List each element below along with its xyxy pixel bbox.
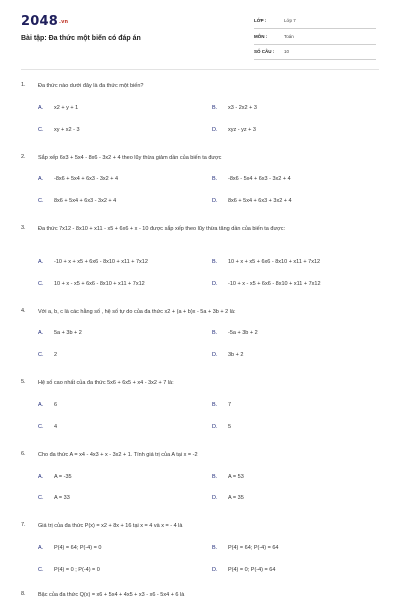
question-number: 1. xyxy=(21,82,26,88)
option-c[interactable] xyxy=(38,495,70,501)
option-text: 10 + x - x5 + 6x6 - 8x10 + x11 + 7x12 xyxy=(54,281,145,287)
option-letter: D. xyxy=(212,567,218,573)
option-letter: D. xyxy=(212,281,218,287)
option-letter: A. xyxy=(38,474,44,480)
option-b[interactable] xyxy=(212,474,244,480)
question-text: Giá trị của đa thức P(x) = x2 + 8x + 16 tại x = 4 và x = - 4 là xyxy=(38,523,183,529)
option-letter: D. xyxy=(212,424,218,430)
option-d[interactable] xyxy=(212,495,244,501)
option-d[interactable] xyxy=(212,567,275,573)
option-c[interactable] xyxy=(38,424,57,430)
question-number: 2. xyxy=(21,154,26,160)
option-text: 10 + x + x5 + 6x6 - 8x10 + x11 + 7x12 xyxy=(228,259,321,265)
question-number: 7. xyxy=(21,522,26,528)
option-letter: D. xyxy=(212,127,218,133)
option-letter: C. xyxy=(38,424,44,430)
worksheet-title: Bài tập: Đa thức một biến có đáp án xyxy=(21,35,141,42)
option-text: 5 xyxy=(228,424,232,430)
option-text: -5a + 3b + 2 xyxy=(228,330,258,336)
option-letter: C. xyxy=(38,567,44,573)
option-c[interactable] xyxy=(38,127,80,133)
header-divider xyxy=(21,69,379,70)
question-text: Đa thức 7x12 - 8x10 + x11 - x5 + 6x6 + x - 10 được sắp xếp theo lũy thừa tăng dần của biến ta được: xyxy=(38,226,286,232)
option-text: 8x6 + 5x4 + 6x3 + 3x2 + 4 xyxy=(228,198,292,204)
option-letter: C. xyxy=(38,198,44,204)
option-letter: C. xyxy=(38,495,44,501)
site-logo[interactable] xyxy=(21,14,68,29)
option-letter: A. xyxy=(38,402,44,408)
option-letter: B. xyxy=(212,474,218,480)
question-text: Đa thức nào dưới đây là đa thức một biến? xyxy=(38,83,144,89)
option-a[interactable] xyxy=(38,259,148,265)
option-text: -10 + x - x5 + 6x6 - 8x10 + x11 + 7x12 xyxy=(228,281,321,287)
option-c[interactable] xyxy=(38,567,100,573)
option-text: P(4) = 0 ; P(-4) = 0 xyxy=(54,567,100,573)
option-text: 4 xyxy=(54,424,58,430)
question-number: 6. xyxy=(21,451,26,457)
option-letter: B. xyxy=(212,259,218,265)
option-text: 5a + 3b + 2 xyxy=(54,330,82,336)
option-b[interactable] xyxy=(212,105,257,111)
option-a[interactable] xyxy=(38,545,101,551)
option-a[interactable] xyxy=(38,402,57,408)
meta-label: MÔN : xyxy=(254,34,268,39)
option-b[interactable] xyxy=(212,176,291,182)
option-letter: B. xyxy=(212,330,218,336)
option-a[interactable] xyxy=(38,330,82,336)
meta-value: 10 xyxy=(284,49,290,54)
question-text: Với a, b, c là các hằng số , hệ số tự do của đa thức x2 + (a + b)x - 5a + 3b + 2 là: xyxy=(38,309,236,315)
meta-label: LỚP : xyxy=(254,18,267,23)
question-number: 4. xyxy=(21,308,26,314)
logo-main: 2048 xyxy=(21,14,58,29)
option-text: P(4) = 64; P(-4) = 64 xyxy=(228,545,279,551)
meta-value: Lớp 7 xyxy=(284,18,296,23)
option-d[interactable] xyxy=(212,127,256,133)
option-text: A = -35 xyxy=(54,474,72,480)
question-text: Hệ số cao nhất của đa thức 5x6 + 6x5 + x4 - 3x2 + 7 là: xyxy=(38,380,174,386)
option-a[interactable] xyxy=(38,105,78,111)
option-letter: D. xyxy=(212,352,218,358)
question-number: 8. xyxy=(21,591,26,597)
option-d[interactable] xyxy=(212,281,321,287)
option-letter: D. xyxy=(212,495,218,501)
option-text: -10 + x + x5 + 6x6 - 8x10 + x11 + 7x12 xyxy=(54,259,148,265)
option-letter: C. xyxy=(38,352,44,358)
option-text: 2 xyxy=(54,352,58,358)
option-a[interactable] xyxy=(38,474,72,480)
meta-grade xyxy=(254,15,376,29)
option-text: A = 33 xyxy=(54,495,70,501)
question-text: Bậc của đa thức Q(x) = x6 + 5x4 + 4x5 + x3 - x6 - 5x4 + 6 là xyxy=(38,592,185,598)
option-text: 3b + 2 xyxy=(228,352,244,358)
option-text: A = 35 xyxy=(228,495,244,501)
option-text: xy + x2 - 3 xyxy=(54,127,80,133)
option-letter: B. xyxy=(212,545,218,551)
question-text: Sắp xếp 6x3 + 5x4 - 8x6 - 3x2 + 4 theo lũy thừa giảm dần của biến ta được xyxy=(38,155,222,161)
meta-label: SỐ CÂU : xyxy=(254,49,275,54)
option-text: 7 xyxy=(228,402,232,408)
option-a[interactable] xyxy=(38,176,118,182)
option-letter: A. xyxy=(38,330,44,336)
option-d[interactable] xyxy=(212,198,292,204)
option-letter: A. xyxy=(38,176,44,182)
option-b[interactable] xyxy=(212,330,258,336)
option-text: 6 xyxy=(54,402,58,408)
option-text: x3 - 2x2 + 3 xyxy=(228,105,257,111)
meta-subject xyxy=(254,31,376,45)
option-text: xyz - yz + 3 xyxy=(228,127,256,133)
option-d[interactable] xyxy=(212,352,243,358)
option-c[interactable] xyxy=(38,281,145,287)
option-letter: A. xyxy=(38,545,44,551)
option-c[interactable] xyxy=(38,352,57,358)
question-text: Cho đa thức A = x4 - 4x3 + x - 3x2 + 1. Tính giá trị của A tại x = -2 xyxy=(38,452,198,458)
option-b[interactable] xyxy=(212,259,320,265)
option-letter: B. xyxy=(212,402,218,408)
option-d[interactable] xyxy=(212,424,231,430)
option-letter: C. xyxy=(38,281,44,287)
option-text: P(4) = 0; P(-4) = 64 xyxy=(228,567,276,573)
option-text: P(4) = 64; P(-4) = 0 xyxy=(54,545,102,551)
option-letter: B. xyxy=(212,105,218,111)
option-text: x2 + y + 1 xyxy=(54,105,79,111)
option-letter: B. xyxy=(212,176,218,182)
option-letter: A. xyxy=(38,105,44,111)
option-c[interactable] xyxy=(38,198,116,204)
logo-suffix: .vn xyxy=(58,19,69,25)
option-b[interactable] xyxy=(212,402,231,408)
meta-value: Toán xyxy=(284,34,294,39)
meta-question-count xyxy=(254,46,376,60)
option-letter: A. xyxy=(38,259,44,265)
option-text: -8x6 + 5x4 + 6x3 - 3x2 + 4 xyxy=(54,176,119,182)
worksheet-header xyxy=(0,0,400,62)
option-letter: C. xyxy=(38,127,44,133)
option-text: A = 53 xyxy=(228,474,244,480)
option-text: 8x6 + 5x4 + 6x3 - 3x2 + 4 xyxy=(54,198,117,204)
option-letter: D. xyxy=(212,198,218,204)
option-text: -8x6 - 5x4 + 6x3 - 3x2 + 4 xyxy=(228,176,291,182)
option-b[interactable] xyxy=(212,545,278,551)
question-number: 5. xyxy=(21,379,26,385)
question-number: 3. xyxy=(21,225,26,231)
